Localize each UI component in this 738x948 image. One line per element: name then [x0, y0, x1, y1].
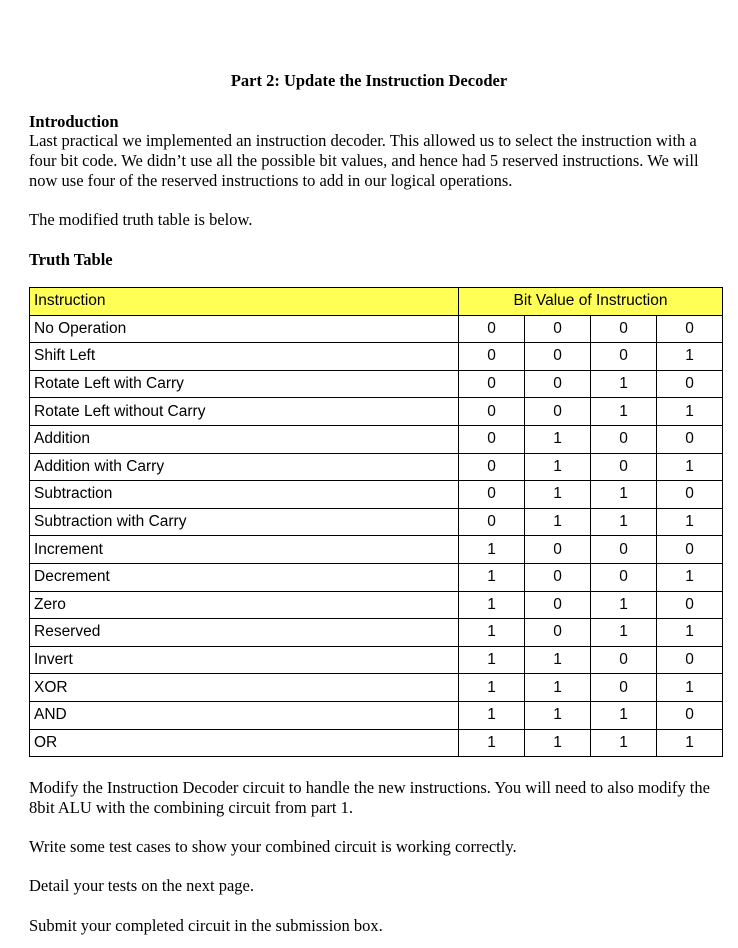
bit-value-3: 0: [657, 536, 723, 564]
instruction-name: Invert: [30, 646, 459, 674]
bit-value-1: 1: [525, 453, 591, 481]
bit-value-0: 1: [459, 674, 525, 702]
column-header-bit-value: Bit Value of Instruction: [459, 288, 723, 316]
instruction-name: OR: [30, 729, 459, 757]
instruction-name: Rotate Left without Carry: [30, 398, 459, 426]
bit-value-1: 1: [525, 508, 591, 536]
table-row: [30, 425, 723, 453]
table-row: [30, 481, 723, 509]
instruction-write-tests: Write some test cases to show your combined circuit is working correctly.: [29, 837, 517, 856]
bit-value-3: 1: [657, 398, 723, 426]
table-row: [30, 619, 723, 647]
table-row: [30, 729, 723, 757]
table-row: [30, 701, 723, 729]
bit-value-0: 0: [459, 453, 525, 481]
instruction-name: AND: [30, 701, 459, 729]
instruction-name: Decrement: [30, 563, 459, 591]
instruction-name: Shift Left: [30, 343, 459, 371]
page-title: Part 2: Update the Instruction Decoder: [230, 71, 508, 90]
bit-value-1: 0: [525, 398, 591, 426]
bit-value-1: 1: [525, 729, 591, 757]
bit-value-2: 0: [591, 425, 657, 453]
bit-value-0: 1: [459, 536, 525, 564]
instruction-name: XOR: [30, 674, 459, 702]
table-row: [30, 370, 723, 398]
instruction-modify-decoder: Modify the Instruction Decoder circuit to handle the new instructions. You will need to also modify the 8bit ALU with the combining circuit from part 1.: [29, 778, 710, 817]
table-row: [30, 398, 723, 426]
bit-value-3: 1: [657, 508, 723, 536]
bit-value-3: 0: [657, 315, 723, 343]
table-row: [30, 646, 723, 674]
truth-table-heading: Truth Table: [29, 250, 113, 269]
introduction-heading: Introduction: [29, 112, 119, 131]
bit-value-1: 0: [525, 536, 591, 564]
bit-value-2: 0: [591, 343, 657, 371]
bit-value-3: 1: [657, 453, 723, 481]
bit-value-2: 1: [591, 370, 657, 398]
table-row: [30, 536, 723, 564]
bit-value-1: 0: [525, 619, 591, 647]
bit-value-1: 1: [525, 646, 591, 674]
bit-value-2: 0: [591, 563, 657, 591]
bit-value-0: 0: [459, 398, 525, 426]
instruction-name: Zero: [30, 591, 459, 619]
bit-value-1: 0: [525, 343, 591, 371]
bit-value-2: 1: [591, 398, 657, 426]
bit-value-3: 0: [657, 701, 723, 729]
bit-value-3: 0: [657, 481, 723, 509]
table-row: [30, 453, 723, 481]
table-row: [30, 508, 723, 536]
bit-value-3: 1: [657, 563, 723, 591]
bit-value-3: 1: [657, 729, 723, 757]
bit-value-1: 1: [525, 425, 591, 453]
bit-value-1: 0: [525, 315, 591, 343]
introduction-paragraph: Last practical we implemented an instruction decoder. This allowed us to select the instruction with a four bit code. We didn’t use all the possible bit values, and hence had 5 reserved instructions. We will now use four of the reserved instructions to add in our logical operations.: [29, 131, 699, 190]
table-row: [30, 343, 723, 371]
bit-value-0: 0: [459, 425, 525, 453]
bit-value-3: 0: [657, 646, 723, 674]
modified-table-note: The modified truth table is below.: [29, 210, 253, 229]
bit-value-0: 0: [459, 315, 525, 343]
table-row: [30, 591, 723, 619]
bit-value-2: 0: [591, 674, 657, 702]
bit-value-1: 0: [525, 563, 591, 591]
bit-value-2: 1: [591, 729, 657, 757]
bit-value-3: 1: [657, 674, 723, 702]
bit-value-0: 1: [459, 729, 525, 757]
bit-value-2: 0: [591, 536, 657, 564]
bit-value-0: 0: [459, 343, 525, 371]
instruction-name: Addition with Carry: [30, 453, 459, 481]
bit-value-1: 1: [525, 674, 591, 702]
bit-value-3: 1: [657, 619, 723, 647]
instruction-name: Subtraction with Carry: [30, 508, 459, 536]
bit-value-0: 1: [459, 563, 525, 591]
instruction-name: Addition: [30, 425, 459, 453]
bit-value-3: 0: [657, 591, 723, 619]
bit-value-0: 0: [459, 481, 525, 509]
bit-value-0: 0: [459, 508, 525, 536]
bit-value-3: 1: [657, 343, 723, 371]
bit-value-3: 0: [657, 370, 723, 398]
bit-value-2: 1: [591, 508, 657, 536]
bit-value-0: 0: [459, 370, 525, 398]
bit-value-2: 1: [591, 701, 657, 729]
bit-value-2: 0: [591, 453, 657, 481]
bit-value-0: 1: [459, 646, 525, 674]
instruction-name: Increment: [30, 536, 459, 564]
table-row: [30, 674, 723, 702]
bit-value-1: 1: [525, 481, 591, 509]
truth-table: [29, 287, 723, 757]
column-header-instruction: Instruction: [30, 288, 459, 316]
bit-value-2: 0: [591, 315, 657, 343]
instruction-name: Rotate Left with Carry: [30, 370, 459, 398]
truth-table-header-row: [30, 288, 723, 316]
bit-value-2: 1: [591, 591, 657, 619]
table-row: [30, 315, 723, 343]
bit-value-1: 1: [525, 701, 591, 729]
instruction-name: No Operation: [30, 315, 459, 343]
bit-value-3: 0: [657, 425, 723, 453]
bit-value-0: 1: [459, 591, 525, 619]
instruction-name: Subtraction: [30, 481, 459, 509]
bit-value-0: 1: [459, 619, 525, 647]
bit-value-2: 0: [591, 646, 657, 674]
instruction-name: Reserved: [30, 619, 459, 647]
bit-value-1: 0: [525, 370, 591, 398]
instruction-detail-tests: Detail your tests on the next page.: [29, 876, 254, 895]
bit-value-1: 0: [525, 591, 591, 619]
bit-value-0: 1: [459, 701, 525, 729]
bit-value-2: 1: [591, 619, 657, 647]
bit-value-2: 1: [591, 481, 657, 509]
table-row: [30, 563, 723, 591]
instruction-submit-circuit: Submit your completed circuit in the submission box.: [29, 916, 383, 935]
